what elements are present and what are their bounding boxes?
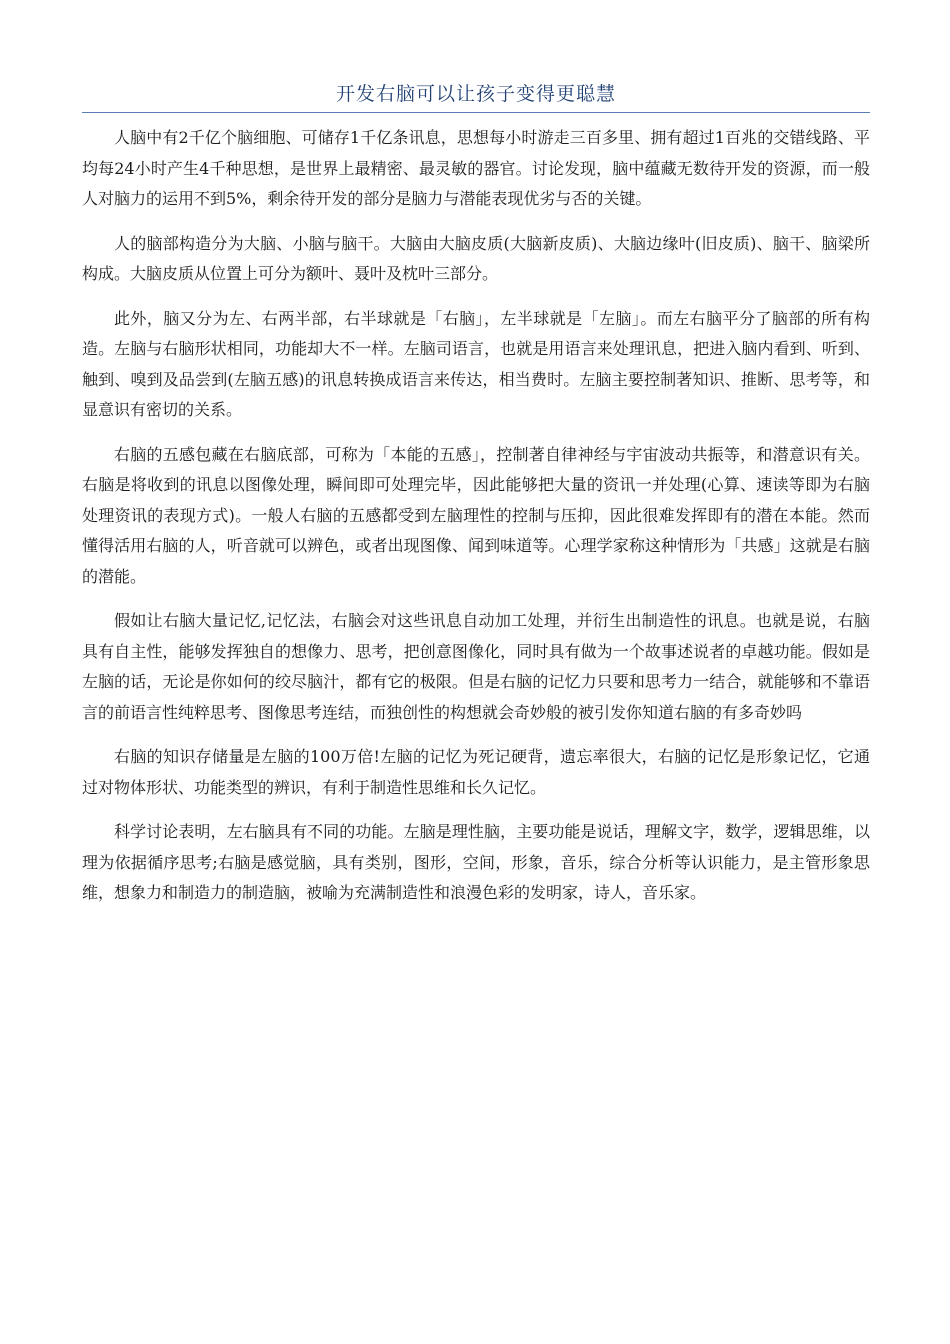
document-page xyxy=(82,78,870,909)
paragraph-2: 人的脑部构造分为大脑、小脑与脑干。大脑由大脑皮质(大脑新皮质)、大脑边缘叶(旧皮质)、脑干、脑梁所构成。大脑皮质从位置上可分为额叶、聂叶及枕叶三部分。 xyxy=(82,233,870,283)
paragraph-4: 右脑的五感包藏在右脑底部，可称为「本能的五感」，控制著自律神经与宇宙波动共振等，和潜意识有关。右脑是将收到的讯息以图像处理，瞬间即可处理完毕，因此能够把大量的资讯一并处理(心算、速读等即为右脑处理资讯的表现方式)。一般人右脑的五感都受到左脑理性的控制与压抑，因此很难发挥即有的潜在本能。然而懂得活用右脑的人，听音就可以辨色，或者出现图像、闻到味道等。心理学家称这种情形为「共感」这就是右脑的潜能。 xyxy=(82,444,870,586)
title-divider xyxy=(82,112,870,113)
paragraph-5: 假如让右脑大量记忆,记忆法，右脑会对这些讯息自动加工处理，并衍生出制造性的讯息。也就是说，右脑具有自主性，能够发挥独自的想像力、思考，把创意图像化，同时具有做为一个故事述说者的卓越功能。假如是左脑的话，无论是你如何的绞尽脑汁，都有它的极限。但是右脑的记忆力只要和思考力一结合，就能够和不靠语言的前语言性纯粹思考、图像思考连结，而独创性的构想就会奇妙般的被引发你知道右脑的有多奇妙吗 xyxy=(82,611,870,722)
paragraph-3: 此外，脑又分为左、右两半部，右半球就是「右脑」，左半球就是「左脑」。而左右脑平分了脑部的所有构造。左脑与右脑形状相同，功能却大不一样。左脑司语言，也就是用语言来处理讯息，把进入脑内看到、听到、触到、嗅到及品尝到(左脑五感)的讯息转换成语言来传达，相当费时。左脑主要控制著知识、推断、思考等，和显意识有密切的关系。 xyxy=(82,308,870,419)
paragraph-1: 人脑中有2千亿个脑细胞、可储存1千亿条讯息，思想每小时游走三百多里、拥有超过1百兆的交错线路、平均每24小时产生4千种思想，是世界上最精密、最灵敏的器官。讨论发现，脑中蕴藏无数待开发的资源，而一般人对脑力的运用不到5%，剩余待开发的部分是脑力与潜能表现优劣与否的关键。 xyxy=(82,128,870,208)
paragraph-7: 科学讨论表明，左右脑具有不同的功能。左脑是理性脑，主要功能是说话，理解文字，数学，逻辑思维，以理为依据循序思考;右脑是感觉脑，具有类别，图形，空间，形象，音乐，综合分析等认识能力，是主管形象思维，想象力和制造力的制造脑，被喻为充满制造性和浪漫色彩的发明家，诗人，音乐家。 xyxy=(82,822,870,902)
paragraph-6: 右脑的知识存储量是左脑的100万倍!左脑的记忆为死记硬背，遗忘率很大，右脑的记忆是形象记忆，它通过对物体形状、功能类型的辨识，有利于制造性思维和长久记忆。 xyxy=(82,747,870,797)
document-title: 开发右脑可以让孩子变得更聪慧 xyxy=(335,83,616,105)
